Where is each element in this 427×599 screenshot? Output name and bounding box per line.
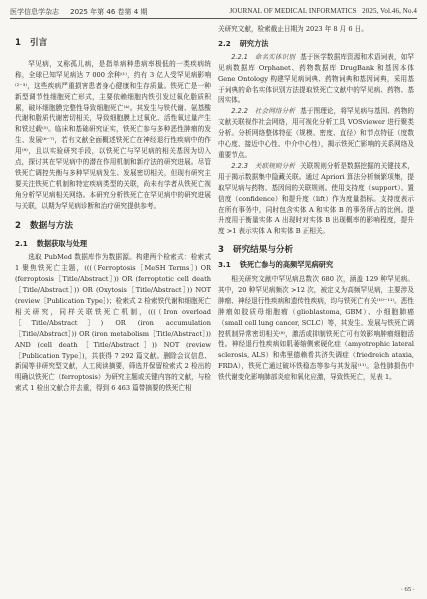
- right-column: [218, 24, 414, 383]
- continued-paragraph: 关研究文献，检索截止日期为 2023 年 8 月 6 日。: [218, 25, 368, 33]
- association-rule-paragraph: 2.2.3 关联规则分析 关联规则分析是数据挖掘的关键技术，用于揭示数据集中隐藏关联。通过 Apriori 算法分析频繁项集，提取罕见病与药物、基因间的关联规则。使用支持度（support）、置信度（confidence）和提升度（lift）作为度量指标。支持度表示在所有事务中，同时包含实体 A 和实体 B 的事务所占的比例。提升度用于衡量实体 A 出现时对实体 B 出现概率的影响程度，提升度 >1 表示实体 A 和实体 B 正相关。: [218, 161, 415, 236]
- section-heading-methods: 2 数据与方法: [15, 220, 73, 231]
- section-heading-results: 3 研究结果与分析: [218, 245, 294, 256]
- header-left: [10, 7, 147, 17]
- subsection-heading-2-2: 2.2 研究方法: [218, 38, 269, 48]
- page-number: · 65 ·: [400, 586, 415, 593]
- subsection-heading-2-1: 2.1 数据获取与处理: [15, 238, 88, 248]
- ner-paragraph: 2.2.1 命名实体识别 基于医学数据库资源和术语词表，如罕见病数据库 Orphanet、药物数据库 DrugBank 和基因本体 Gene Ontology 构建罕见病词典、药物词典和基因词典，采用基于词典的命名实体识别方法提取铁死亡文献中的罕见病、药物、基因实体。: [218, 52, 415, 105]
- data-acquisition-paragraph: 选取 PubMed 数据库作为数据源。构建两个检索式：检索式 1 聚焦铁死亡主题，(((（Ferroptosis［MeSH Terms］) OR (ferroptosis［Title/Abstract］)) OR (ferroptotic cell death［Title/Abstract］)) OR (Oxytosis［Title/Abstract］)) NOT (review［Publication Type］)；检索式 2 检索铁代谢和细胞死亡相关研究，同样关联铁死亡机制，(((（Iron overload［Title/Abstract］) OR (iron accumulation［Title/Abstract］)) OR (iron metabolism［Title/Abstract］)) AND (cell death［Title/Abstract］)) NOT (review［Publication Type］)，共获得 7 292 篇文献。删除会议信息、新闻等非研究型文献，人工阅读摘要，筛选并保留检索式 2 检出的明确以铁死亡（ferroptosis）为研究主题或关键内容的文献，与检索式 1 检出文献合并去重，得到 6 463 篇带摘要的铁死亡相: [15, 253, 211, 393]
- sna-paragraph: 2.2.2 社会网络分析 基于图理论，将罕见病与基因、药物的文献关联视作社会网络，用可视化分析工具 VOSviewer 进行聚类分析。分析网络整体特征（规模、密度、直径）和节点特征（度数中心度、接近中心性、中介中心性），揭示铁死亡影响的关系网络及重要节点。: [218, 107, 415, 159]
- subsection-heading-3-1: 3.1 铁死亡参与的高频罕见病研究: [218, 260, 334, 270]
- journal-name-cn: 医学信息学杂志: [10, 8, 59, 16]
- left-column: [15, 24, 211, 394]
- section-heading-intro: 1 引言: [15, 38, 48, 48]
- header-right: [229, 7, 417, 15]
- intro-paragraph: 罕见病，又称孤儿病，是指单病种患病率极低的一类疾病统称，全球已知罕见病达 7 000 余种⁽¹⁾，约有 3 亿人受罕见病影响⁽²⁻³⁾，这些疾病严重损害患者身心健康和生存质量。铁死亡是一种新型调节性细胞死亡形式，主要依赖细胞内铁引发过氧化脂质积累，破坏细胞膜完整性导致细胞死亡⁽⁴⁾。其发生与铁代谢、氨基酸代谢和脂质代谢密切相关，导致细胞膜上过氧化、活性氧过量产生和铁过载⁽⁵⁾。临床和基础研究证实，铁死亡参与多种恶性肿瘤的发生、发展⁽⁶⁻⁷⁾，若有文献全面概述铁死亡在神经退行性疾病中的作用⁽⁸⁾，且以实验研究手段，以铁死亡与罕见病的相关基因为切入点，探讨其在罕见病中的潜在作用机制和新疗法的研究进展。尽管铁死亡调控失衡与多种罕见病发生、发展密切相关，但现有研究主要关注铁死亡机制和特定疾病类型的关联，尚未有学者从铁死亡视角分析罕见病相关网络。本研究分析铁死亡在罕见病中的研究进展与关联，以期为罕见病诊断和治疗研究提供参考。: [15, 59, 211, 210]
- results-paragraph: 相关研究文献中罕见病总数次 680 次，涵盖 129 种罕见病。其中，20 种罕见病频次 >12 次，被定义为高频罕见病，主要涉及肿瘤、神经退行性疾病和遗传性疾病，均与铁死亡有关⁽¹⁰⁻¹¹⁾。恶性肿瘤如胶质母细胞瘤（glioblastoma, GBM）、小细胞肺癌（small cell lung cancer, SCLC）等，其发生、发展与铁死亡调控机制异常密切相关⁽⁸⁾，激活或抑制铁死亡可有效影响肿瘤细胞活性。神经退行性疾病如肌萎缩侧索硬化症（amyotrophic lateral sclerosis, ALS）和弗里德赖希共济失调症（friedreich ataxia, FRDA），铁死亡通过破坏铁稳态等参与其发展⁽¹¹⁾。急性肺损伤中铁代谢变化影响肺部炎症和氧化应激，导致铁死亡，见表 1。: [218, 275, 414, 382]
- running-header: [10, 4, 417, 19]
- issue-cn: 2025 年第 46 卷第 4 期: [70, 8, 148, 16]
- issue-en: 2025, Vol.46, No.4: [362, 7, 417, 15]
- journal-name-en: JOURNAL OF MEDICAL INFORMATICS: [229, 7, 357, 15]
